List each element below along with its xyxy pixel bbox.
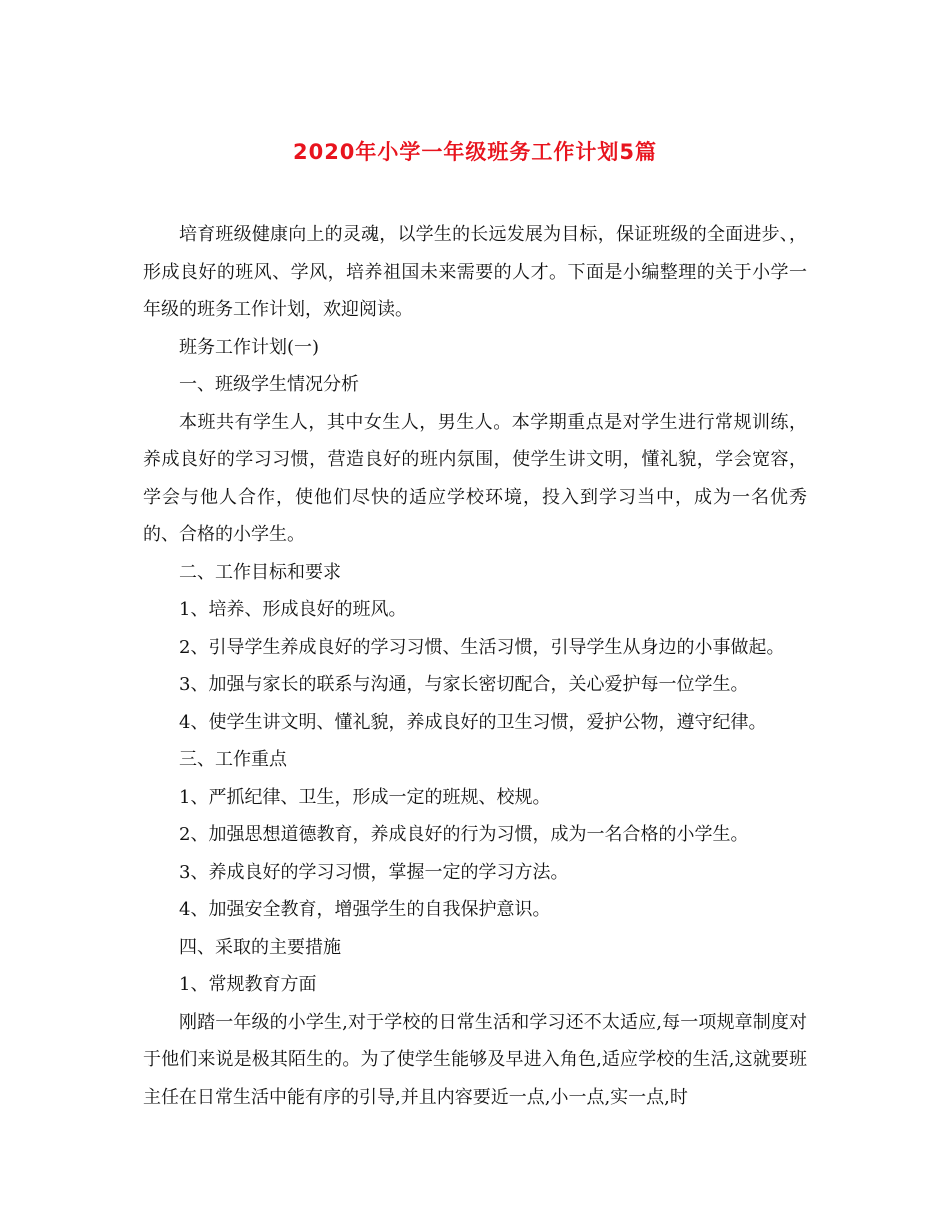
section-heading-goals: 二、工作目标和要求 [179,561,341,583]
list-item-focus-3: 3、养成良好的学习习惯，掌握一定的学习方法。 [179,861,569,883]
list-item-goal-3: 3、加强与家长的联系与沟通，与家长密切配合，关心爱护每一位学生。 [179,674,749,695]
list-item-goal-2: 2、引导学生养成良好的学习习惯、生活习惯，引导学生从身边的小事做起。 [179,636,785,658]
document-body [143,216,807,1116]
subsection-heading-routine: 1、常规教育方面 [179,974,317,995]
section-heading-measures: 四、采取的主要措施 [179,936,341,958]
document-title: 2020年小学一年级班务工作计划5篇 [292,140,658,164]
section-heading-class-analysis: 一、班级学生情况分析 [179,374,359,395]
paragraph-intro: 培育班级健康向上的灵魂，以学生的长远发展为目标，保证班级的全面进步、，形成良好的班风、学风，培养祖国未来需要的人才。下面是小编整理的关于小学一年级的班务工作计划，欢迎阅读。 [143,224,807,320]
paragraph-class-analysis: 本班共有学生人，其中女生人，男生人。本学期重点是对学生进行常规训练，养成良好的学习习惯，营造良好的班内氛围，使学生讲文明，懂礼貌，学会宽容，学会与他人合作，使他们尽快的适应学校环境，投入到学习当中，成为一名优秀的、合格的小学生。 [143,411,807,545]
list-item-focus-1: 1、严抓纪律、卫生，形成一定的班规、校规。 [179,786,551,808]
list-item-goal-4: 4、使学生讲文明、懂礼貌，养成良好的卫生习惯，爱护公物，遵守纪律。 [179,711,767,733]
section-heading-plan-one: 班务工作计划(一) [179,336,320,358]
list-item-focus-2: 2、加强思想道德教育，养成良好的行为习惯，成为一名合格的小学生。 [179,824,749,845]
list-item-goal-1: 1、培养、形成良好的班风。 [179,599,407,620]
paragraph-routine: 刚踏一年级的小学生,对于学校的日常生活和学习还不太适应,每一项规章制度对于他们来说是极其陌生的。为了使学生能够及早进入角色,适应学校的生活,这就要班主任在日常生活中能有序的引导,并且内容要近一点,小一点,实一点,时 [143,1011,807,1108]
list-item-focus-4: 4、加强安全教育，增强学生的自我保护意识。 [179,899,551,920]
section-heading-focus: 三、工作重点 [179,749,287,770]
